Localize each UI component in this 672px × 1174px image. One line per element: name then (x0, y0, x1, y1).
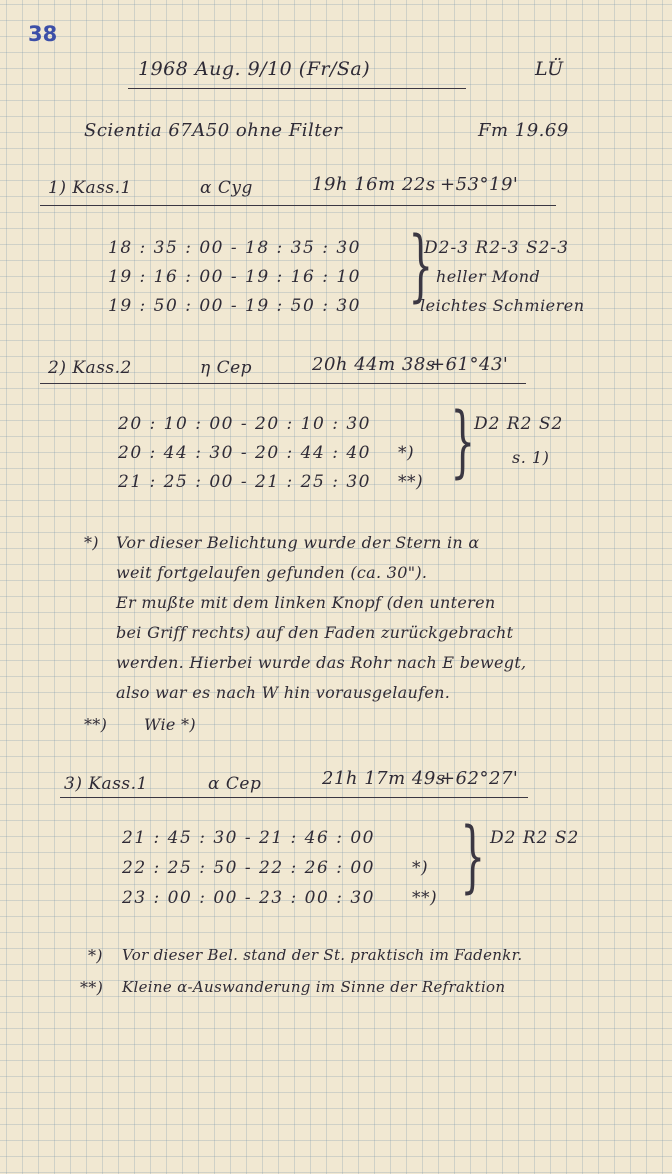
section-3-label: 3) Kass.1 (64, 774, 148, 794)
observer-initials: LÜ (535, 58, 564, 80)
section-2-note: s. 1) (512, 448, 550, 467)
exposure-row: 19 : 50 : 00 - 19 : 50 : 30 (108, 296, 361, 316)
section-1-label: 1) Kass.1 (48, 178, 132, 198)
footnote-text: werden. Hierbei wurde das Rohr nach E bewegt, (116, 653, 527, 672)
footnote-marker: *) (84, 533, 99, 552)
section-2-star: η Cep (200, 358, 253, 378)
exposure-row: 21 : 45 : 30 - 21 : 46 : 00 (122, 828, 375, 848)
footnote-text: Er mußte mit dem linken Knopf (den unteren (116, 593, 496, 612)
footnote-text: also war es nach W hin vorausgelaufen. (116, 683, 451, 702)
observation-date: 1968 Aug. 9/10 (Fr/Sa) (138, 58, 371, 80)
section-3-dec: +62°27' (440, 768, 519, 789)
footnote-text: Kleine α-Auswanderung im Sinne der Refraktion (122, 978, 506, 996)
section-1-star: α Cyg (200, 178, 253, 198)
section-3-star: α Cep (208, 774, 262, 794)
section-2-ra: 20h 44m 38s (312, 354, 436, 375)
header-underline (128, 88, 466, 89)
footnote-text: Vor dieser Bel. stand der St. praktisch im Fadenkr. (122, 946, 523, 964)
section-2-quality: D2 R2 S2 (474, 414, 564, 434)
brace: } (408, 221, 434, 311)
section-3-ra: 21h 17m 49s (322, 768, 446, 789)
footnote-text: Wie *) (144, 715, 196, 734)
page-number: 38 (28, 22, 58, 46)
plate-info: Scientia 67A50 ohne Filter (84, 120, 343, 141)
exposure-row: 21 : 25 : 00 - 21 : 25 : 30 (118, 472, 371, 492)
row-marker: *) (412, 858, 429, 878)
exposure-row: 20 : 44 : 30 - 20 : 44 : 40 (118, 443, 371, 463)
footnote-text: Vor dieser Belichtung wurde der Stern in α (116, 533, 480, 552)
section-1-underline (40, 205, 556, 206)
section-3-quality: D2 R2 S2 (490, 828, 580, 848)
exposure-row: 23 : 00 : 00 - 23 : 00 : 30 (122, 888, 375, 908)
section-3-underline (60, 797, 528, 798)
section-2-dec: +61°43' (430, 354, 509, 375)
exposure-row: 22 : 25 : 50 - 22 : 26 : 00 (122, 858, 375, 878)
section-1-note: leichtes Schmieren (420, 296, 585, 315)
footnote-marker: **) (80, 978, 104, 997)
footnote-marker: **) (84, 715, 108, 734)
footnote-text: bei Griff rechts) auf den Faden zurückgebracht (116, 623, 514, 642)
row-marker: **) (412, 888, 438, 908)
exposure-row: 20 : 10 : 00 - 20 : 10 : 30 (118, 414, 371, 434)
section-1-ra: 19h 16m 22s (312, 174, 436, 195)
exposure-row: 18 : 35 : 00 - 18 : 35 : 30 (108, 238, 361, 258)
section-1-note: heller Mond (436, 267, 541, 286)
fm-info: Fm 19.69 (478, 120, 569, 141)
row-marker: **) (398, 472, 424, 492)
section-1-quality: D2-3 R2-3 S2-3 (424, 238, 570, 258)
exposure-row: 19 : 16 : 00 - 19 : 16 : 10 (108, 267, 361, 287)
footnote-marker: *) (88, 946, 103, 965)
section-2-label: 2) Kass.2 (48, 358, 132, 378)
footnote-text: weit fortgelaufen gefunden (ca. 30"). (116, 563, 428, 582)
section-1-dec: +53°19' (440, 174, 519, 195)
brace: } (460, 812, 486, 902)
row-marker: *) (398, 443, 415, 463)
section-2-underline (40, 383, 526, 384)
brace: } (450, 397, 476, 487)
